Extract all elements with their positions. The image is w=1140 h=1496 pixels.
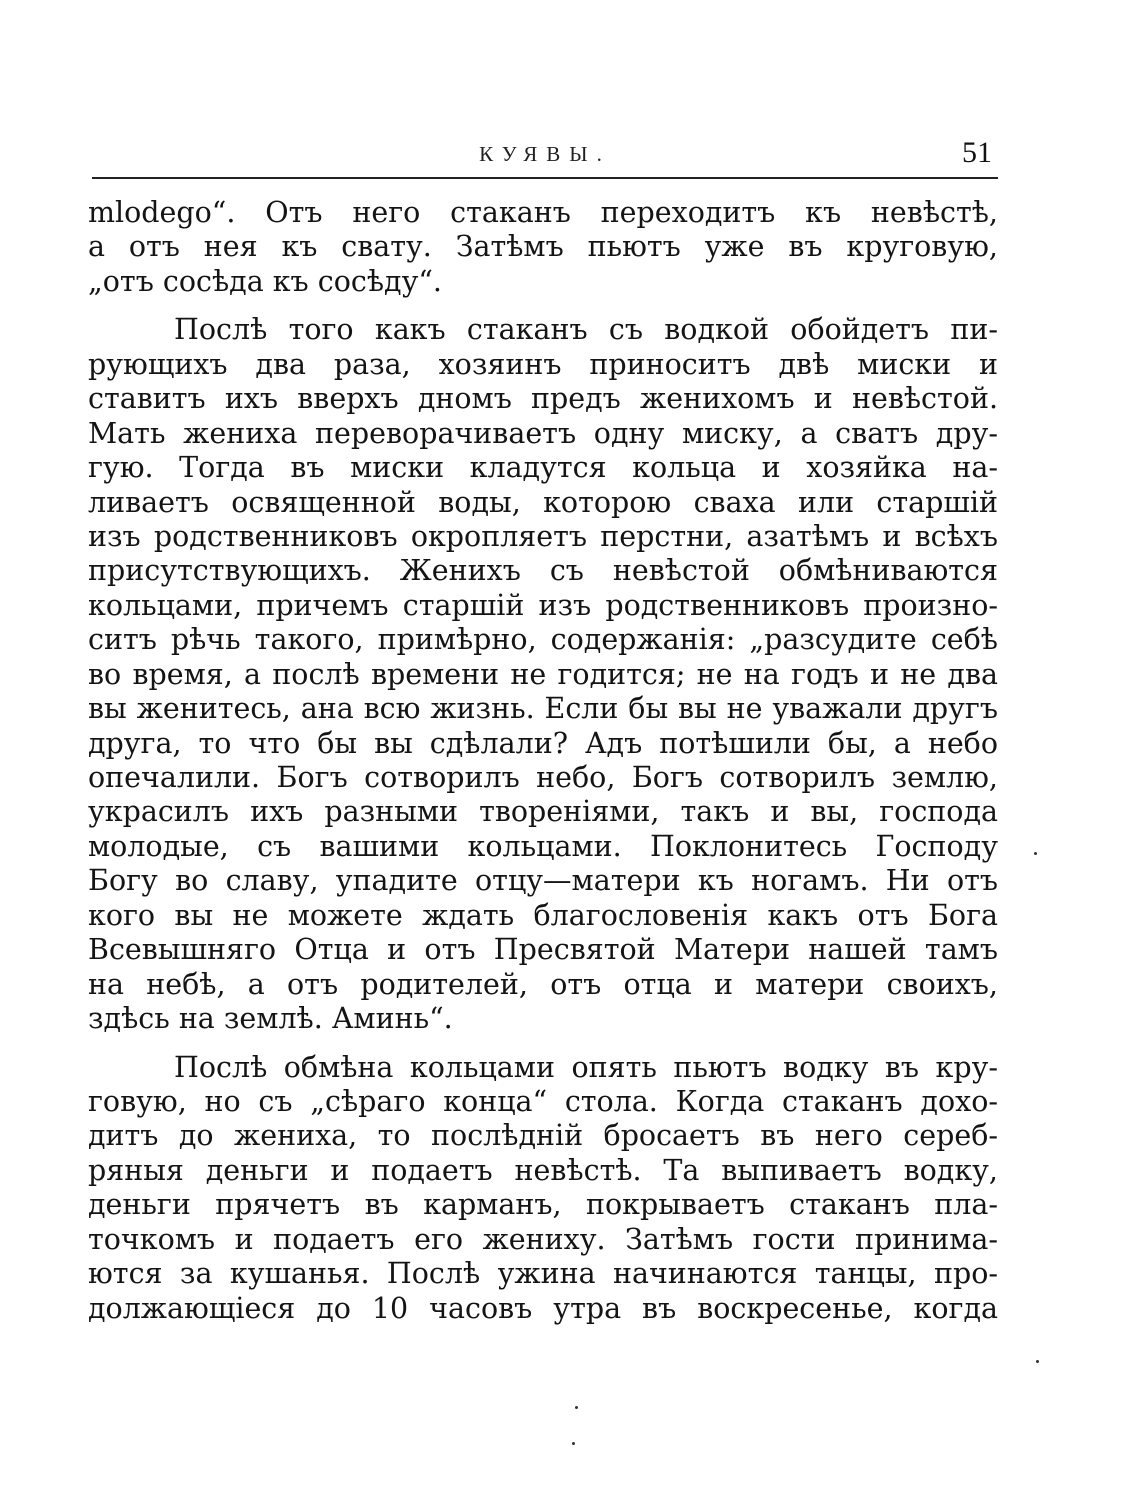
paragraph-gap xyxy=(88,1037,998,1051)
page-header xyxy=(92,136,998,176)
text-line: кольцами, причемъ старшій изъ родственниковъ произно- xyxy=(88,588,998,622)
text-line: гую. Тогда въ миски кладутся кольца и хозяйка на- xyxy=(88,451,998,485)
text-line: ряныя деньги и подаетъ невѣстѣ. Та выпиваетъ водку, xyxy=(88,1153,998,1187)
text-line: Всевышняго Отца и отъ Пресвятой Матери нашей тамъ xyxy=(88,933,998,967)
scan-speck xyxy=(572,1442,575,1445)
text-line: говую, но съ „сѣраго конца“ стола. Когда стаканъ дохо- xyxy=(88,1084,998,1118)
text-line: присутствующихъ. Женихъ съ невѣстой обмѣниваются xyxy=(88,554,998,588)
scan-speck xyxy=(1034,852,1037,855)
text-line: молодые, съ вашими кольцами. Поклонитесь Господу xyxy=(88,829,998,863)
paragraph-gap xyxy=(88,299,998,313)
text-line: Послѣ того какъ стаканъ съ водкой обойдетъ пи- xyxy=(174,313,998,347)
text-line: ставитъ ихъ вверхъ дномъ предъ женихомъ и невѣстой. xyxy=(88,382,998,416)
text-line: а отъ нея къ свату. Затѣмъ пьютъ уже въ круговую, xyxy=(88,230,998,264)
text-line: дитъ до жениха, то послѣдній бросаетъ въ него сереб- xyxy=(88,1119,998,1153)
text-line: Богу во славу, упадите отцу—матери къ ногамъ. Ни отъ xyxy=(88,864,998,898)
text-line: друга, то что бы вы сдѣлали? Адъ потѣшили бы, а небо xyxy=(88,726,998,760)
text-line: должающіеся до 10 часовъ утра въ воскресенье, когда xyxy=(88,1291,998,1325)
text-line: украсилъ ихъ разными твореніями, такъ и вы, господа xyxy=(88,795,998,829)
header-rule xyxy=(92,177,998,179)
scan-speck xyxy=(575,1406,578,1409)
text-line: здѣсь на землѣ. Аминь“. xyxy=(88,1002,453,1036)
text-line: точкомъ и подаетъ его жениху. Затѣмъ гости принима- xyxy=(88,1222,998,1256)
text-line: ситъ рѣчь такого, примѣрно, содержанія: „разсудите себѣ xyxy=(88,623,998,657)
scan-speck xyxy=(1036,1360,1039,1363)
text-line: Послѣ обмѣна кольцами опять пьютъ водку въ кру- xyxy=(174,1050,998,1084)
text-line: на небѣ, а отъ родителей, отъ отца и матери своихъ, xyxy=(88,967,998,1001)
text-line: опечалили. Богъ сотворилъ небо, Богъ сотворилъ землю, xyxy=(88,761,998,794)
text-line: изъ родственниковъ окропляетъ перстни, азатѣмъ и всѣхъ xyxy=(88,519,998,553)
text-line: ются за кушанья. Послѣ ужина начинаются танцы, про- xyxy=(88,1257,998,1291)
text-line: во время, а послѣ времени не годится; не на годъ и не два xyxy=(88,657,998,691)
text-line: Мать жениха переворачиваетъ одну миску, а сватъ дру- xyxy=(88,416,998,450)
body-text xyxy=(88,196,998,1326)
text-line: ливаетъ освященной воды, которою сваха или старшій xyxy=(88,485,998,519)
text-line: деньги прячетъ въ карманъ, покрываетъ стаканъ пла- xyxy=(88,1188,998,1222)
text-line: вы женитесь, ана всю жизнь. Если бы вы не уважали другъ xyxy=(88,692,998,726)
text-line: „отъ сосѣда къ сосѣду“. xyxy=(88,264,442,298)
text-line: mlodego“. Отъ него стаканъ переходитъ къ невѣстѣ, xyxy=(88,196,998,229)
text-line: кого вы не можете ждать благословенія какъ отъ Бога xyxy=(88,898,998,932)
page-number: 51 xyxy=(962,136,992,169)
running-title: КУЯВЫ. xyxy=(479,142,611,166)
text-line: рующихъ два раза, хозяинъ приноситъ двѣ миски и xyxy=(88,347,998,381)
